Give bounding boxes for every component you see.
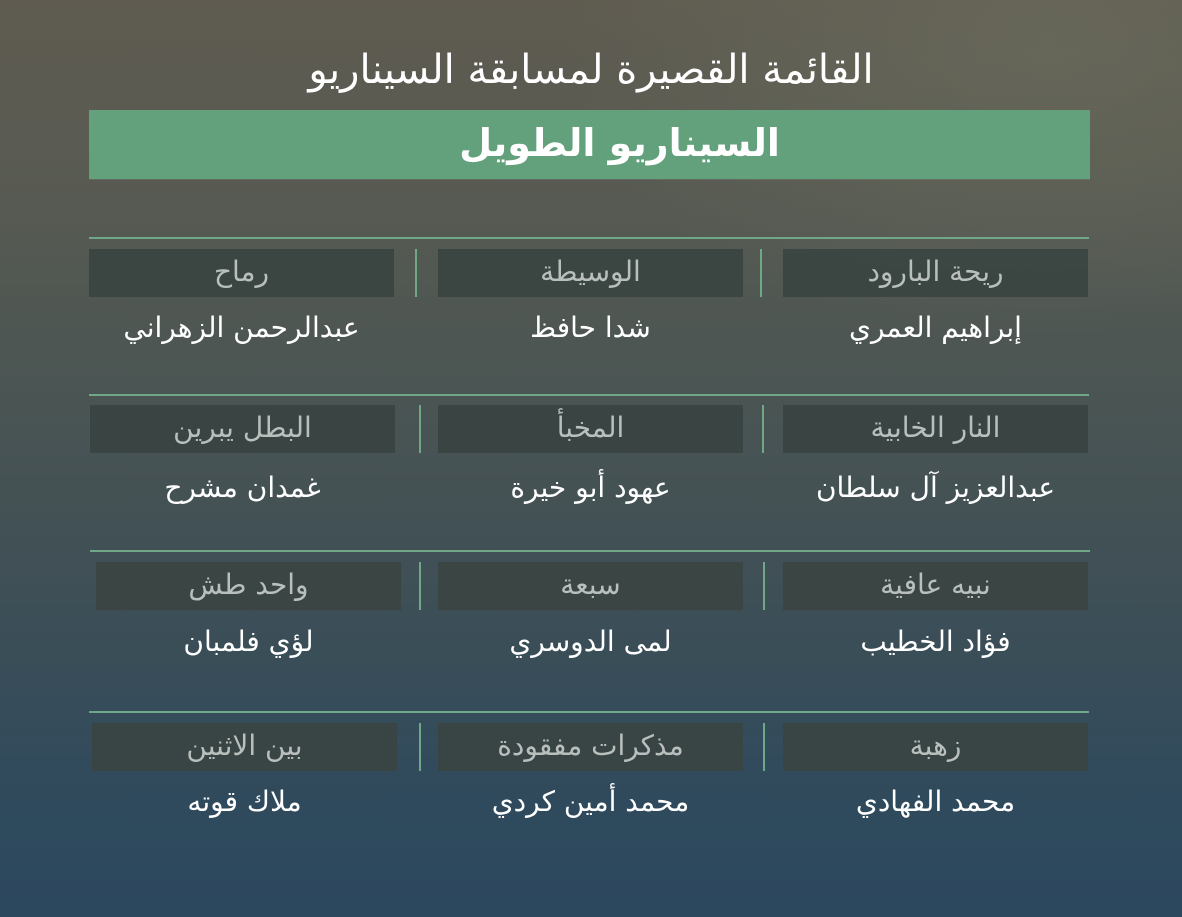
entry-writer: ملاك قوته xyxy=(187,785,302,818)
entry-title: ريحة البارود xyxy=(783,249,1088,297)
column-separator xyxy=(760,249,762,297)
column-separator xyxy=(763,723,765,771)
category-banner xyxy=(89,110,1090,179)
entry-title: النار الخابية xyxy=(783,405,1088,453)
entry-title: نبيه عافية xyxy=(783,562,1088,610)
entry-writer: إبراهيم العمري xyxy=(849,311,1022,344)
entry-writer: لؤي فلمبان xyxy=(183,625,314,658)
column-separator xyxy=(419,723,421,771)
row-divider xyxy=(89,711,1089,713)
entry-writer: محمد أمين كردي xyxy=(491,785,690,818)
row-divider xyxy=(90,550,1090,552)
column-separator xyxy=(763,562,765,610)
entry-writer: شدا حافظ xyxy=(530,311,651,344)
entry-writer: لمى الدوسري xyxy=(509,625,672,658)
entry-title: البطل يبرين xyxy=(90,405,395,453)
entry-writer: عبدالعزيز آل سلطان xyxy=(815,471,1056,504)
entry-writer: عهود أبو خيرة xyxy=(510,471,671,504)
entry-writer: عبدالرحمن الزهراني xyxy=(123,311,360,344)
entry-title: سبعة xyxy=(438,562,743,610)
entry-title: الوسيطة xyxy=(438,249,743,297)
entry-writer: غمدان مشرح xyxy=(164,471,321,504)
column-separator xyxy=(762,405,764,453)
entry-title: زهبة xyxy=(783,723,1088,771)
entry-title: المخبأ xyxy=(438,405,743,453)
column-separator xyxy=(419,405,421,453)
column-separator xyxy=(415,249,417,297)
entry-title: بين الاثنين xyxy=(92,723,397,771)
entry-writer: فؤاد الخطيب xyxy=(860,625,1011,658)
row-divider xyxy=(89,394,1089,396)
entry-title: رماح xyxy=(89,249,394,297)
entry-writer: محمد الفهادي xyxy=(855,785,1016,818)
entry-title: واحد طش xyxy=(96,562,401,610)
row-divider xyxy=(89,237,1089,239)
category-title: السيناريو الطويل xyxy=(459,121,780,165)
entry-title: مذكرات مفقودة xyxy=(438,723,743,771)
page-title: القائمة القصيرة لمسابقة السيناريو xyxy=(308,47,874,93)
column-separator xyxy=(419,562,421,610)
